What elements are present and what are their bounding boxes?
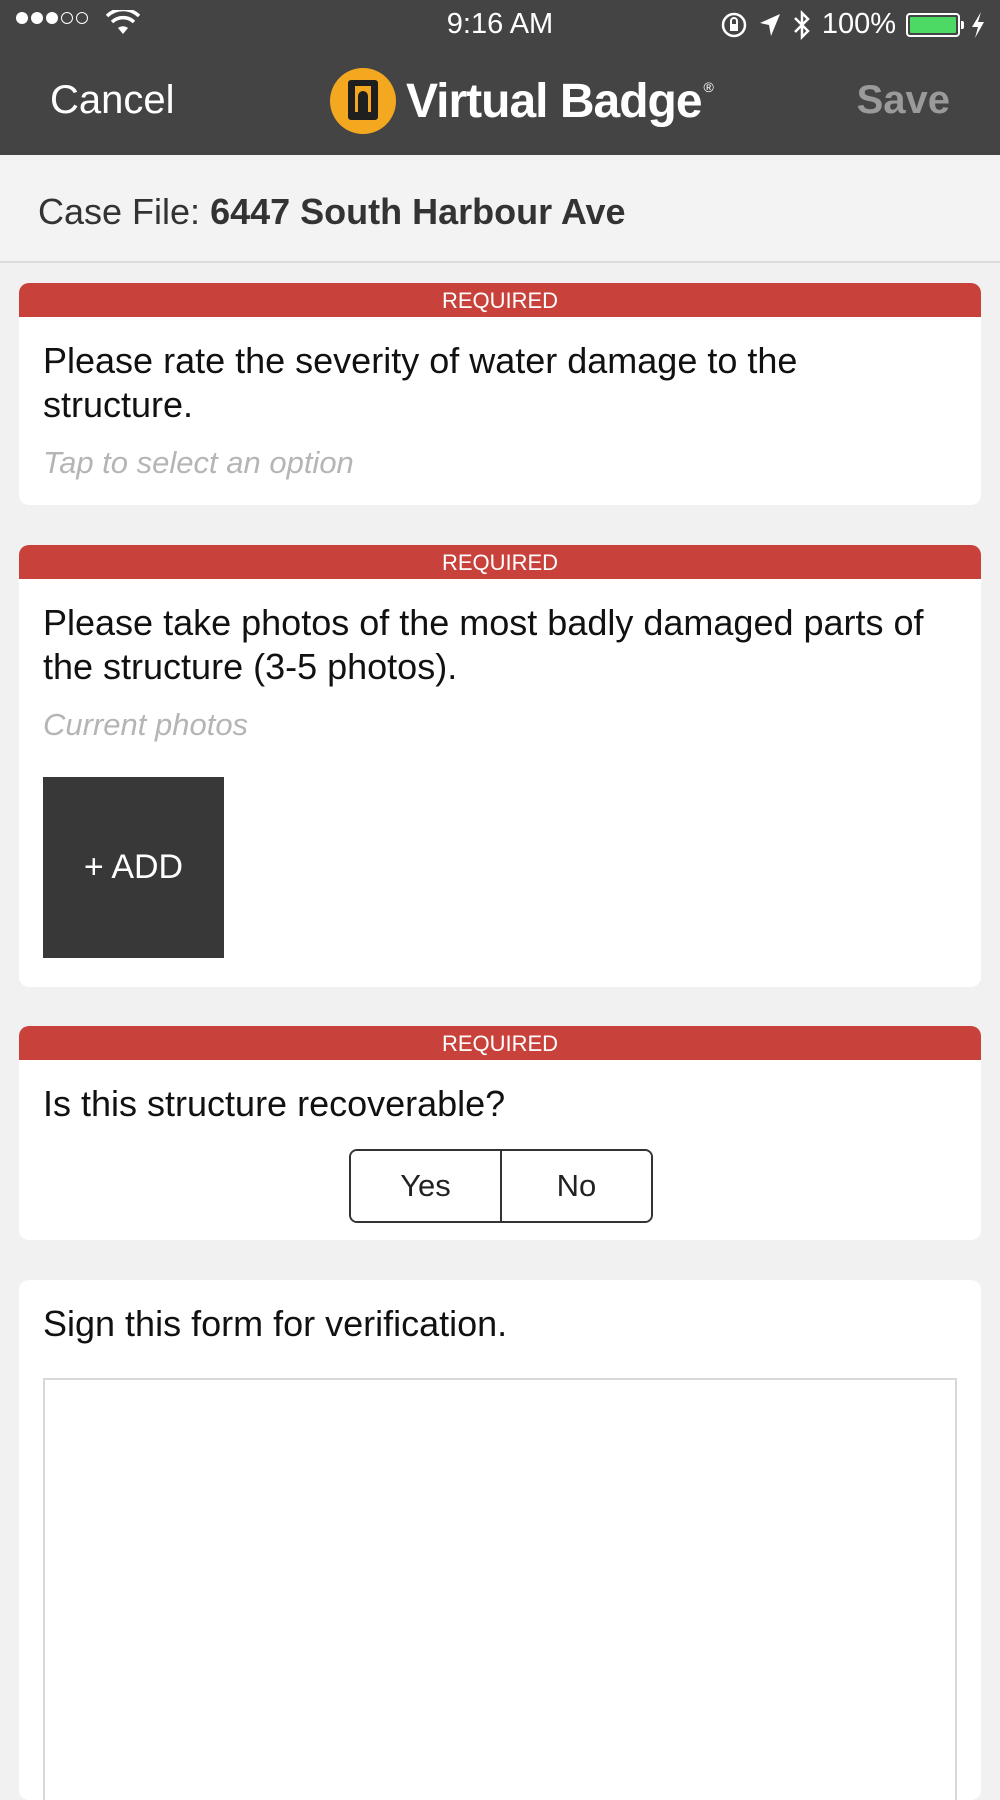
status-time: 9:16 AM	[446, 8, 554, 40]
option-yes-button[interactable]: Yes	[351, 1151, 500, 1221]
required-banner: REQUIRED	[19, 283, 981, 317]
location-arrow-icon	[758, 12, 782, 38]
battery-percent: 100%	[821, 8, 896, 40]
required-banner: REQUIRED	[19, 1026, 981, 1060]
signature-prompt: Sign this form for verification.	[43, 1303, 508, 1344]
status-right-group	[720, 8, 986, 41]
save-button[interactable]: Save	[856, 78, 950, 122]
bluetooth-icon	[792, 10, 812, 40]
case-file-name: 6447 South Harbour Ave	[210, 191, 626, 232]
current-photos-label: Current photos	[43, 707, 249, 742]
status-bar	[0, 0, 1000, 50]
battery-icon	[906, 13, 960, 37]
signature-card	[19, 1280, 981, 1800]
battery-fill	[910, 17, 956, 33]
question-card-photos	[19, 545, 981, 987]
question-text: Please rate the severity of water damage to the structure.	[43, 340, 798, 425]
case-file-line	[38, 191, 626, 233]
brand-name: Virtual Badge	[406, 74, 702, 128]
question-card-recoverable	[19, 1026, 981, 1240]
signature-pad[interactable]	[43, 1378, 957, 1800]
case-file-header	[0, 155, 1000, 263]
question-card-severity[interactable]	[19, 283, 981, 505]
registered-mark: ®	[703, 79, 714, 95]
required-banner: REQUIRED	[19, 545, 981, 579]
app-logo	[330, 68, 714, 134]
charging-bolt-icon	[970, 11, 986, 39]
navigation-bar	[0, 0, 1000, 155]
badge-logo-icon	[330, 68, 396, 134]
question-text: Please take photos of the most badly damaged parts of the structure (3-5 photos).	[43, 602, 924, 687]
question-text: Is this structure recoverable?	[43, 1083, 506, 1124]
case-file-label: Case File:	[38, 191, 201, 232]
add-photo-button[interactable]: + ADD	[43, 777, 224, 958]
cancel-button[interactable]: Cancel	[50, 78, 175, 122]
option-no-button[interactable]: No	[500, 1151, 651, 1221]
yes-no-segmented-control	[349, 1149, 653, 1223]
rotation-lock-icon	[720, 11, 748, 39]
select-option-placeholder[interactable]: Tap to select an option	[43, 445, 354, 480]
